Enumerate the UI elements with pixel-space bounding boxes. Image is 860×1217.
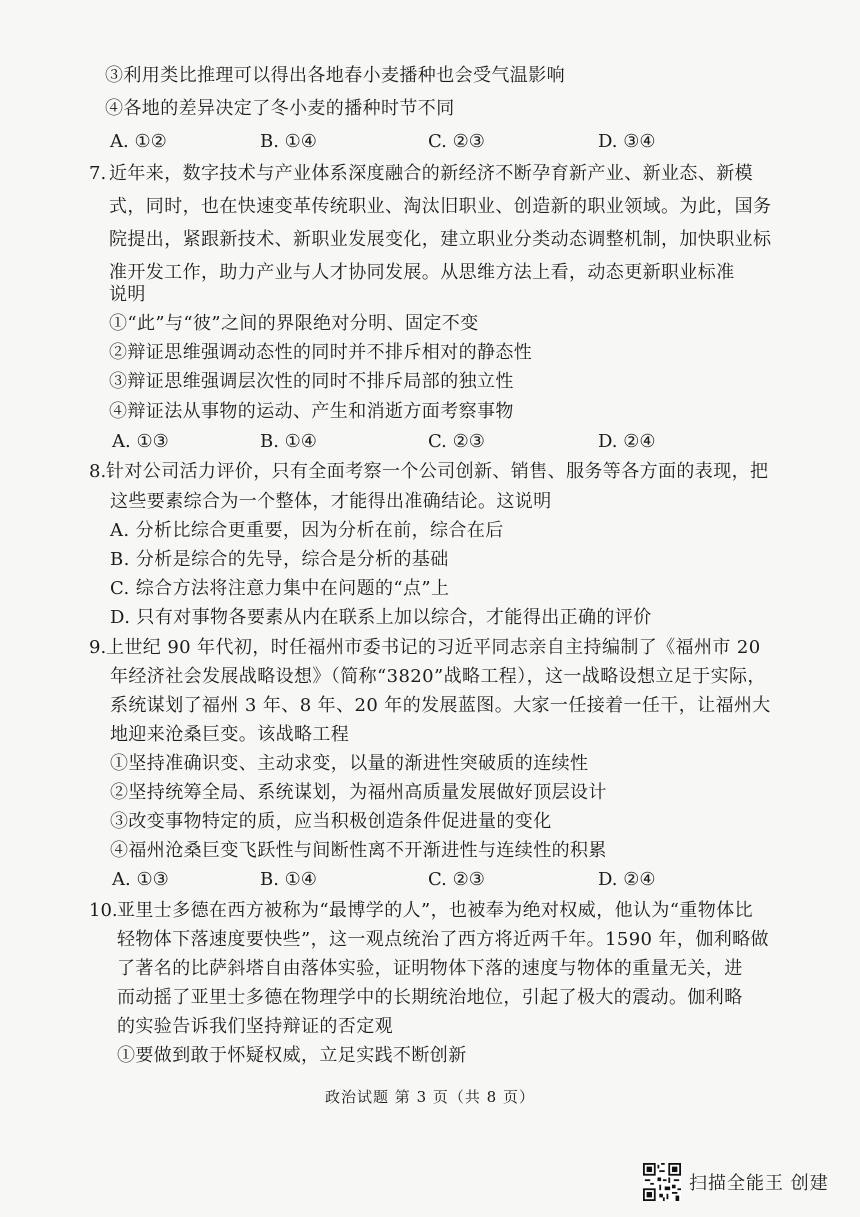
q7-option-a: A. ①③	[112, 431, 169, 452]
q9-number: 9.	[89, 637, 107, 658]
q7-item-4: ④辩证法从事物的运动、产生和消逝方面考察事物	[109, 401, 514, 422]
q10-stem-line-1: 亚里士多德在西方被称为“最博学的人”，也被奉为绝对权威，他认为“重物体比	[117, 900, 754, 921]
q7-item-2: ②辩证思维强调动态性的同时并不排斥相对的静态性	[109, 342, 533, 363]
q9-option-c: C. ②③	[428, 869, 485, 890]
q8-choice-d: D. 只有对事物各要素从内在联系上加以综合，才能得出正确的评价	[110, 607, 652, 628]
q9-item-2: ②坚持统筹全局、系统谋划，为福州高质量发展做好顶层设计	[110, 782, 607, 803]
q7-stem-line-4: 准开发工作，助力产业与人才协同发展。从思维方法上看，动态更新职业标准	[109, 262, 735, 283]
q9-item-3: ③改变事物特定的质，应当积极创造条件促进量的变化	[110, 811, 552, 832]
q6-option-c: C. ②③	[428, 131, 485, 152]
q10-stem-line-5: 的实验告诉我们坚持辩证的否定观	[117, 1016, 393, 1037]
q10-stem-line-2: 轻物体下落速度要快些”，这一观点统治了西方将近两千年。1590 年，伽利略做	[117, 929, 769, 950]
q7-number: 7.	[89, 163, 107, 184]
q9-stem-line-3: 系统谋划了福州 3 年、8 年、20 年的发展蓝图。大家一任接着一任干，让福州大	[110, 695, 771, 716]
q9-stem-line-2: 年经济社会发展战略设想》（简称“3820”战略工程），这一战略设想立足于实际，	[110, 666, 766, 687]
q7-item-3: ③辩证思维强调层次性的同时不排斥局部的独立性	[109, 371, 514, 392]
q9-item-4: ④福州沧桑巨变飞跃性与间断性离不开渐进性与连续性的积累	[110, 840, 607, 861]
q7-stem-line-5: 说明	[109, 284, 146, 305]
q6-option-d: D. ③④	[598, 131, 656, 152]
q7-option-d: D. ②④	[598, 431, 656, 452]
q8-choice-c: C. 综合方法将注意力集中在问题的“点”上	[110, 578, 450, 599]
q7-option-c: C. ②③	[428, 431, 485, 452]
q7-option-b: B. ①④	[260, 431, 317, 452]
q7-item-1: ①“此”与“彼”之间的界限绝对分明、固定不变	[109, 313, 479, 334]
scanner-watermark	[643, 1162, 829, 1202]
q6-option-b: B. ①④	[260, 131, 317, 152]
q7-stem-line-3: 院提出，紧跟新技术、新职业发展变化，建立职业分类动态调整机制，加快职业标	[109, 229, 772, 250]
q6-item-3: ③利用类比推理可以得出各地春小麦播种也会受气温影响	[105, 65, 565, 86]
q9-option-b: B. ①④	[260, 869, 317, 890]
qr-code-icon	[643, 1163, 681, 1201]
q9-option-a: A. ①③	[112, 869, 169, 890]
q6-item-4: ④各地的差异决定了冬小麦的播种时节不同	[105, 98, 455, 119]
q8-choice-a: A. 分析比综合更重要，因为分析在前，综合在后	[110, 520, 504, 541]
q8-choice-b: B. 分析是综合的先导，综合是分析的基础	[110, 549, 449, 570]
q9-option-d: D. ②④	[598, 869, 656, 890]
watermark-text: 扫描全能王 创建	[689, 1173, 829, 1194]
q9-item-1: ①坚持准确识变、主动求变，以量的渐进性突破质的连续性	[110, 753, 589, 774]
q9-stem-line-1: 上世纪 90 年代初，时任福州市委书记的习近平同志亲自主持编制了《福州市 20	[106, 637, 761, 658]
page-footer: 政治试题 第 3 页（共 8 页）	[325, 1088, 535, 1106]
q9-stem-line-4: 地迎来沧桑巨变。该战略工程	[110, 724, 350, 745]
q6-option-a: A. ①②	[110, 131, 167, 152]
q7-stem-line-2: 式，同时，也在快速变革传统职业、淘汰旧职业、创造新的职业领域。为此，国务	[109, 196, 772, 217]
q10-stem-line-3: 了著名的比萨斜塔自由落体实验，证明物体下落的速度与物体的重量无关，进	[117, 958, 743, 979]
q8-stem-line-1: 针对公司活力评价，只有全面考察一个公司创新、销售、服务等各方面的表现，把	[106, 461, 769, 482]
q10-number: 10.	[89, 900, 118, 921]
q8-stem-line-2: 这些要素综合为一个整体，才能得出准确结论。这说明	[110, 491, 552, 512]
q10-item-1: ①要做到敢于怀疑权威，立足实践不断创新	[117, 1045, 467, 1066]
q7-stem-line-1: 近年来，数字技术与产业体系深度融合的新经济不断孕育新产业、新业态、新模	[109, 163, 753, 184]
q10-stem-line-4: 而动摇了亚里士多德在物理学中的长期统治地位，引起了极大的震动。伽利略	[117, 987, 743, 1008]
q8-number: 8.	[89, 461, 107, 482]
